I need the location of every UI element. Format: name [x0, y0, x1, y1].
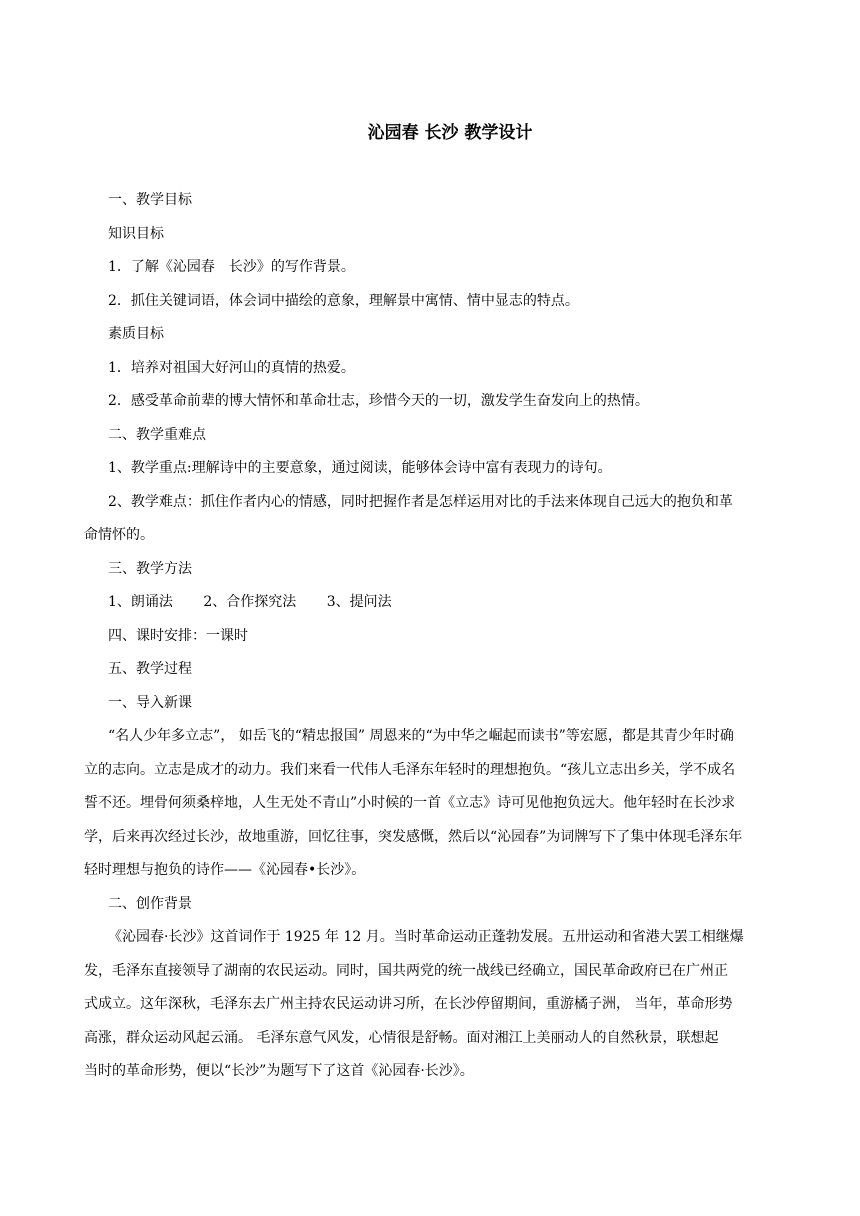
knowledge-goal-2: 2．抓住关键词语，体会词中描绘的意象，理解景中寓情、情中显志的特点。 — [108, 292, 579, 309]
background-line: 式成立。这年深秋，毛泽东去广州主持农民运动讲习所，在长沙停留期间，重游橘子洲， 当年，革命形势 — [84, 996, 733, 1012]
section-heading-methods: 三、教学方法 — [108, 560, 192, 577]
intro-line: 立的志向。立志是成才的动力。我们来看一代伟人毛泽东年轻时的理想抱负。“孩儿立志出乡关，学不成名 — [84, 761, 736, 778]
section-heading-schedule: 四、课时安排：一课时 — [108, 627, 248, 644]
intro-line: 誓不还。埋骨何须桑梓地，人生无处不青山”小时候的一首《立志》诗可见他抱负远大。他年轻时在长沙求 — [84, 795, 736, 811]
method-item: 3、提问法 — [326, 594, 392, 610]
method-item: 2、合作探究法 — [203, 594, 297, 610]
intro-line: “名人少年多立志”， 如岳飞的“精忠报国” 周恩来的“为中华之崛起而读书”等宏愿，都是其青少年时确 — [108, 728, 734, 744]
hard-point-line-2: 命情怀的。 — [84, 527, 154, 543]
quality-goal-1: 1．培养对祖国大好河山的真情的热爱。 — [108, 359, 355, 376]
section-heading-goals: 一、教学目标 — [108, 192, 192, 208]
section-heading-key-points: 二、教学重难点 — [108, 426, 206, 443]
subheading-background: 二、创作背景 — [108, 895, 192, 912]
method-item: 1、朗诵法 — [108, 594, 173, 610]
background-line: 高涨，群众运动风起云涌。 毛泽东意气风发，心情很是舒畅。面对湘江上美丽动人的自然秋景，联想起 — [84, 1029, 719, 1046]
quality-goal-2: 2．感受革命前辈的博大情怀和革命壮志，珍惜今天的一切，激发学生奋发向上的热情。 — [108, 393, 649, 409]
background-line: 发，毛泽东直接领导了湖南的农民运动。同时，国共两党的统一战线已经确立，国民革命政府已在广州正 — [84, 962, 728, 979]
methods-list — [108, 590, 782, 615]
document-body — [84, 188, 782, 1093]
knowledge-goals-label: 知识目标 — [108, 225, 164, 242]
key-point: 1、教学重点:理解诗中的主要意象，通过阅读，能够体会诗中富有表现力的诗句。 — [108, 460, 612, 476]
knowledge-goal-1: 1．了解《沁园春 长沙》的写作背景。 — [108, 259, 355, 275]
section-heading-process: 五、教学过程 — [108, 661, 192, 677]
intro-line: 轻时理想与抱负的诗作——《沁园春•长沙》。 — [84, 862, 366, 878]
background-line: 当时的革命形势，便以“长沙”为题写下了这首《沁园春·长沙》。 — [84, 1063, 474, 1079]
quality-goals-label: 素质目标 — [108, 326, 164, 342]
background-line: 《沁园春·长沙》这首词作于 1925 年 12 月。当时革命运动正蓬勃发展。五卅运动和省港大罢工相继爆 — [108, 929, 744, 945]
page-title: 沁园春 长沙 教学设计 — [367, 123, 533, 143]
subheading-intro: 一、导入新课 — [108, 694, 192, 711]
hard-point-line-1: 2、教学难点：抓住作者内心的情感，同时把握作者是怎样运用对比的手法来体现自己远大的抱负和革 — [108, 493, 733, 510]
intro-line: 学，后来再次经过长沙，故地重游，回忆往事，突发感慨，然后以“沁园春”为词牌写下了集中体现毛泽东年 — [84, 828, 743, 845]
